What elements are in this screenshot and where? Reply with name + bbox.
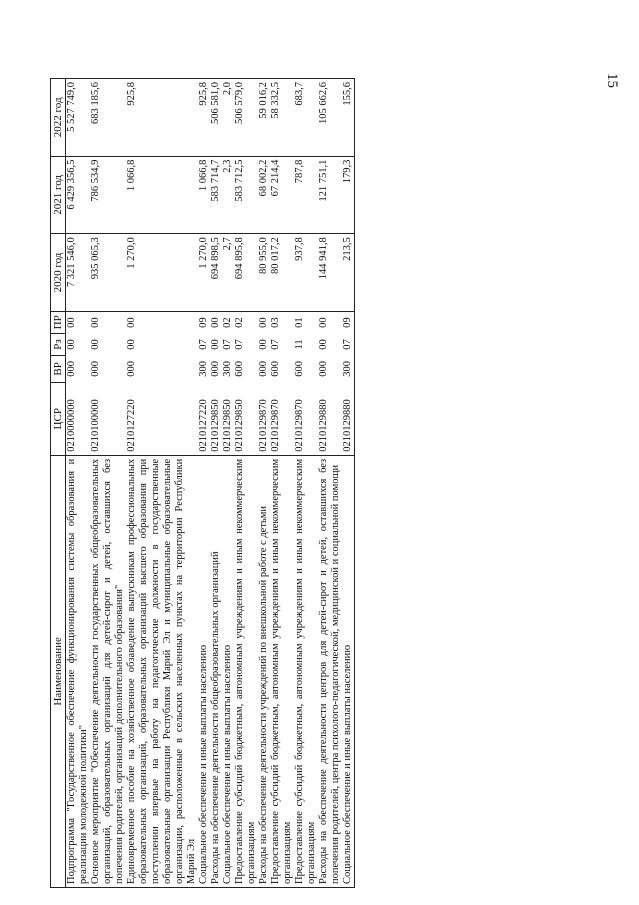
table-row <box>318 79 342 888</box>
row-value-2020: 213,5 <box>342 234 355 312</box>
row-name: Расходы на обеспечение деятельности центров для детей-сирот и детей, оставшихся без попечения родителей, центра психолого-педагогической, медицинской и социальной помощи <box>318 455 342 887</box>
row-rz: 00 <box>318 339 329 350</box>
row-name: Расходы на обеспечение деятельности учреждений по внешкольной работе с детьми <box>258 455 270 887</box>
row-value-2021: 1 066,8 <box>126 156 198 234</box>
row-pr: 09 <box>342 311 355 333</box>
row-pr: 00 <box>66 317 77 328</box>
row-pr: 02 <box>222 317 233 328</box>
header-rz: Рз <box>51 333 66 355</box>
row-rz: 00 <box>210 339 221 350</box>
row-value-2022: 925,8 <box>126 79 198 157</box>
row-value-2022: 59 016,2 <box>258 79 270 157</box>
row-value-2021: 6 429 356,5 <box>66 156 91 234</box>
row-value-2022: 5 527 749,0 <box>66 79 91 157</box>
row-value-2020: 1 270,0 <box>198 234 210 312</box>
row-csr: 0210129880 <box>342 382 355 455</box>
row-value-2021: 787,8 <box>294 156 318 234</box>
table-row <box>198 79 210 888</box>
row-name: Социальное обеспечение и иные выплаты населению <box>342 455 355 887</box>
row-vr: 000 <box>126 360 137 377</box>
header-2021: 2021 год <box>51 156 66 234</box>
header-2022: 2022 год <box>51 79 66 157</box>
row-rz: 07 <box>222 339 233 350</box>
row-value-2020: 694 895,8 <box>234 234 258 312</box>
row-value-2022: 58 332,5 <box>270 79 294 157</box>
row-vr: 000 <box>210 360 221 377</box>
row-pr: 00 <box>258 317 269 328</box>
row-vr: 000 <box>258 360 269 377</box>
table-header-row <box>51 79 66 888</box>
table-row <box>66 79 91 888</box>
row-value-2022: 2,0 <box>222 79 234 157</box>
row-pr: 01 <box>294 317 305 328</box>
header-vr: ВР <box>51 356 66 383</box>
row-value-2021: 786 534,9 <box>90 156 126 234</box>
row-rz: 07 <box>270 339 281 350</box>
header-pr: ПР <box>51 311 66 333</box>
row-name: Расходы на обеспечение деятельности общеобразовательных организаций <box>210 455 222 887</box>
table-row <box>210 79 222 888</box>
row-value-2021: 1 066,8 <box>198 156 210 234</box>
table-row <box>270 79 294 888</box>
row-name: Предоставление субсидий бюджетным, автономным учреждениям и иным некоммерческим организациям <box>294 455 318 887</box>
row-name: Основное мероприятие "Обеспечение деятельности государственных общеобразовательных организаций, образовательных организаций для детей-сирот и детей, оставшихся без попечения родителей, организаций дополнительного образования" <box>90 455 126 887</box>
row-pr: 03 <box>270 317 281 328</box>
row-value-2020: 935 065,3 <box>90 234 126 312</box>
table-body <box>66 79 355 888</box>
row-csr: 0210100000 <box>90 399 101 452</box>
table-row <box>222 79 234 888</box>
row-name: Подпрограмма "Государственное обеспечение функционирования системы образования и реализации молодежной политики" <box>66 455 91 887</box>
row-rz: 00 <box>90 339 101 350</box>
row-value-2020: 694 898,5 <box>210 234 222 312</box>
row-value-2022: 105 662,6 <box>318 79 342 157</box>
table-row <box>342 79 355 888</box>
row-csr: 0210129870 <box>258 399 269 452</box>
row-rz: 11 <box>294 339 305 350</box>
row-value-2022: 683 185,6 <box>90 79 126 157</box>
table-row <box>294 79 318 888</box>
header-csr: ЦСР <box>51 382 66 455</box>
row-value-2021: 179,3 <box>342 156 355 234</box>
row-vr: 300 <box>222 360 233 377</box>
row-value-2022: 925,8 <box>198 79 210 157</box>
row-rz: 07 <box>342 333 355 355</box>
row-value-2020: 2,7 <box>222 234 234 312</box>
row-name: Социальное обеспечение и иные выплаты населению <box>222 455 234 887</box>
row-name: Предоставление субсидий бюджетным, автономным учреждениям и иным некоммерческим организациям <box>270 455 294 887</box>
table-row <box>234 79 258 888</box>
row-vr: 300 <box>342 356 355 383</box>
row-csr: 0210000000 <box>66 399 77 452</box>
row-pr: 00 <box>210 317 221 328</box>
row-value-2021: 583 712,5 <box>234 156 258 234</box>
row-csr: 0210129850 <box>234 399 245 452</box>
row-rz: 00 <box>66 339 77 350</box>
row-value-2020: 144 941,8 <box>318 234 342 312</box>
row-value-2022: 155,6 <box>342 79 355 157</box>
rotated-page-content <box>50 78 590 888</box>
row-value-2021: 2,3 <box>222 156 234 234</box>
row-vr: 000 <box>318 360 329 377</box>
row-csr: 0210129880 <box>318 399 329 452</box>
row-vr: 600 <box>294 360 305 377</box>
row-vr: 000 <box>66 360 77 377</box>
row-csr: 0210129870 <box>270 399 281 452</box>
row-csr: 0210127220 <box>198 399 209 452</box>
row-vr: 600 <box>270 360 281 377</box>
header-2020: 2020 год <box>51 234 66 312</box>
row-rz: 00 <box>126 339 137 350</box>
row-name: Предоставление субсидий бюджетным, автономным учреждениям и иным некоммерческим организациям <box>234 455 258 887</box>
row-name: Социальное обеспечение и иные выплаты населению <box>198 455 210 887</box>
row-pr: 00 <box>90 317 101 328</box>
row-vr: 300 <box>198 360 209 377</box>
table-row <box>126 79 198 888</box>
row-csr: 0210129870 <box>294 399 305 452</box>
row-name: Единовременное пособие на хозяйственное обзаведение выпускникам профессиональных образовательных организаций, образовательных организаций высшего образования при поступлении впервые на работу на педагогические должности в государственные образовательные организации Республики Марий Эл и муниципальные образовательные организации, расположенные в сельских населенных пунктах на территории Республики Марий Эл <box>126 455 198 887</box>
row-rz: 07 <box>234 339 245 350</box>
header-name: Наименование <box>51 455 66 887</box>
row-value-2020: 80 017,2 <box>270 234 294 312</box>
row-pr: 02 <box>234 317 245 328</box>
row-vr: 600 <box>234 360 245 377</box>
row-value-2020: 937,8 <box>294 234 318 312</box>
row-pr: 09 <box>198 317 209 328</box>
row-value-2021: 68 002,2 <box>258 156 270 234</box>
row-pr: 00 <box>318 317 329 328</box>
page-number: 15 <box>604 73 620 88</box>
row-value-2021: 583 714,7 <box>210 156 222 234</box>
table-row <box>258 79 270 888</box>
row-value-2020: 7 321 546,0 <box>66 234 91 312</box>
budget-table <box>50 78 355 888</box>
row-value-2022: 506 581,0 <box>210 79 222 157</box>
row-rz: 07 <box>198 339 209 350</box>
row-csr: 0210127220 <box>126 399 137 452</box>
row-csr: 0210129850 <box>222 399 233 452</box>
row-value-2022: 506 579,0 <box>234 79 258 157</box>
table-row <box>90 79 126 888</box>
row-vr: 000 <box>90 360 101 377</box>
row-value-2020: 80 955,0 <box>258 234 270 312</box>
row-value-2020: 1 270,0 <box>126 234 198 312</box>
row-pr: 00 <box>126 317 137 328</box>
row-value-2021: 121 751,1 <box>318 156 342 234</box>
row-rz: 00 <box>258 339 269 350</box>
row-csr: 0210129850 <box>210 399 221 452</box>
row-value-2021: 67 214,4 <box>270 156 294 234</box>
row-value-2022: 683,7 <box>294 79 318 157</box>
